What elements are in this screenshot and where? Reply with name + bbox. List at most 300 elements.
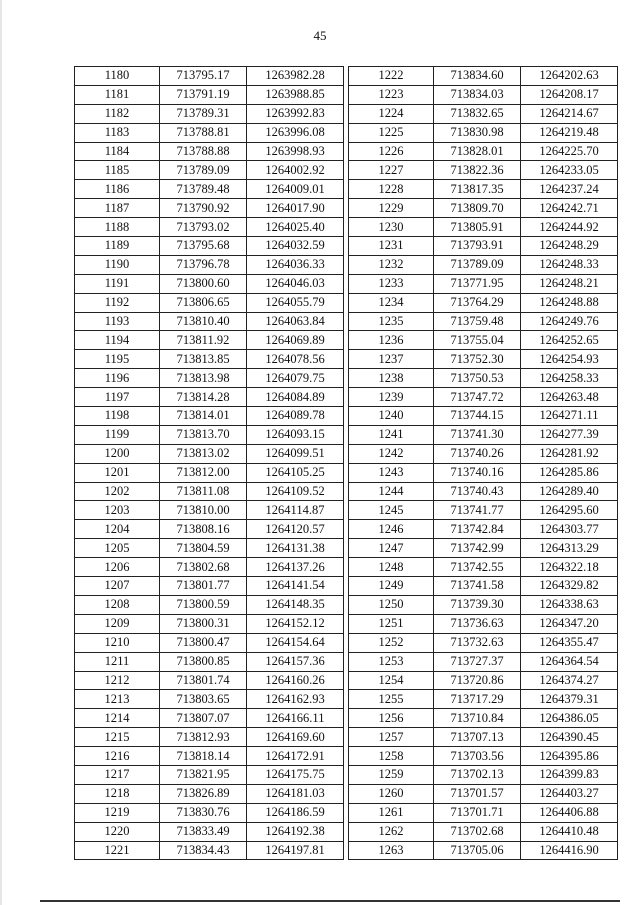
x-coordinate-cell: 713814.01: [160, 407, 247, 426]
table-row: [349, 255, 618, 274]
x-coordinate-cell: 713807.07: [160, 709, 247, 728]
x-coordinate-cell: 713800.85: [160, 652, 247, 671]
table-row: [349, 161, 618, 180]
table-row: [349, 350, 618, 369]
y-coordinate-cell: 1264154.64: [247, 633, 344, 652]
point-number-cell: 1207: [75, 577, 160, 596]
x-coordinate-cell: 713800.47: [160, 633, 247, 652]
y-coordinate-cell: 1264390.45: [521, 728, 618, 747]
table-row: [75, 803, 344, 822]
y-coordinate-cell: 1264089.78: [247, 407, 344, 426]
y-coordinate-cell: 1264395.86: [521, 747, 618, 766]
point-number-cell: 1263: [349, 841, 434, 860]
table-row: [349, 728, 618, 747]
x-coordinate-cell: 713732.63: [434, 633, 521, 652]
point-number-cell: 1204: [75, 520, 160, 539]
x-coordinate-cell: 713793.02: [160, 218, 247, 237]
point-number-cell: 1234: [349, 293, 434, 312]
y-coordinate-cell: 1263998.93: [247, 142, 344, 161]
y-coordinate-cell: 1264263.48: [521, 388, 618, 407]
table-row: [349, 747, 618, 766]
table-row: [75, 161, 344, 180]
y-coordinate-cell: 1264254.93: [521, 350, 618, 369]
y-coordinate-cell: 1264137.26: [247, 558, 344, 577]
x-coordinate-cell: 713812.93: [160, 728, 247, 747]
table-row: [75, 104, 344, 123]
x-coordinate-cell: 713790.92: [160, 199, 247, 218]
point-number-cell: 1216: [75, 747, 160, 766]
x-coordinate-cell: 713833.49: [160, 822, 247, 841]
table-row: [349, 274, 618, 293]
y-coordinate-cell: 1264025.40: [247, 218, 344, 237]
table-row: [349, 577, 618, 596]
point-number-cell: 1209: [75, 614, 160, 633]
x-coordinate-cell: 713793.91: [434, 237, 521, 256]
y-coordinate-cell: 1264131.38: [247, 539, 344, 558]
x-coordinate-cell: 713828.01: [434, 142, 521, 161]
x-coordinate-cell: 713804.59: [160, 539, 247, 558]
point-number-cell: 1214: [75, 709, 160, 728]
point-number-cell: 1191: [75, 274, 160, 293]
coordinate-table-right: [348, 66, 618, 860]
table-row: [349, 822, 618, 841]
y-coordinate-cell: 1264355.47: [521, 633, 618, 652]
y-coordinate-cell: 1264329.82: [521, 577, 618, 596]
table-row: [349, 85, 618, 104]
point-number-cell: 1228: [349, 180, 434, 199]
y-coordinate-cell: 1264399.83: [521, 765, 618, 784]
table-row: [349, 690, 618, 709]
point-number-cell: 1250: [349, 595, 434, 614]
x-coordinate-cell: 713742.99: [434, 539, 521, 558]
point-number-cell: 1210: [75, 633, 160, 652]
table-row: [75, 841, 344, 860]
point-number-cell: 1223: [349, 85, 434, 104]
x-coordinate-cell: 713742.55: [434, 558, 521, 577]
point-number-cell: 1259: [349, 765, 434, 784]
point-number-cell: 1245: [349, 501, 434, 520]
point-number-cell: 1194: [75, 331, 160, 350]
table-row: [349, 407, 618, 426]
y-coordinate-cell: 1264285.86: [521, 463, 618, 482]
x-coordinate-cell: 713810.00: [160, 501, 247, 520]
x-coordinate-cell: 713817.35: [434, 180, 521, 199]
y-coordinate-cell: 1264219.48: [521, 123, 618, 142]
y-coordinate-cell: 1264202.63: [521, 67, 618, 86]
x-coordinate-cell: 713703.56: [434, 747, 521, 766]
point-number-cell: 1213: [75, 690, 160, 709]
table-row: [349, 293, 618, 312]
x-coordinate-cell: 713720.86: [434, 671, 521, 690]
y-coordinate-cell: 1264208.17: [521, 85, 618, 104]
coordinate-tables: [74, 66, 618, 860]
point-number-cell: 1189: [75, 237, 160, 256]
x-coordinate-cell: 713702.13: [434, 765, 521, 784]
table-row: [75, 463, 344, 482]
point-number-cell: 1244: [349, 482, 434, 501]
y-coordinate-cell: 1264063.84: [247, 312, 344, 331]
y-coordinate-cell: 1264410.48: [521, 822, 618, 841]
table-row: [75, 350, 344, 369]
y-coordinate-cell: 1263996.08: [247, 123, 344, 142]
x-coordinate-cell: 713796.78: [160, 255, 247, 274]
x-coordinate-cell: 713788.81: [160, 123, 247, 142]
x-coordinate-cell: 713805.91: [434, 218, 521, 237]
table-row: [349, 765, 618, 784]
table-row: [349, 709, 618, 728]
point-number-cell: 1231: [349, 237, 434, 256]
x-coordinate-cell: 713727.37: [434, 652, 521, 671]
table-row: [349, 123, 618, 142]
x-coordinate-cell: 713802.68: [160, 558, 247, 577]
table-row: [75, 501, 344, 520]
y-coordinate-cell: 1264186.59: [247, 803, 344, 822]
coordinate-table-left: [74, 66, 344, 860]
point-number-cell: 1236: [349, 331, 434, 350]
y-coordinate-cell: 1264079.75: [247, 369, 344, 388]
y-coordinate-cell: 1264093.15: [247, 425, 344, 444]
x-coordinate-cell: 713710.84: [434, 709, 521, 728]
page-number: 45: [313, 28, 327, 43]
y-coordinate-cell: 1264148.35: [247, 595, 344, 614]
table-row: [75, 822, 344, 841]
x-coordinate-cell: 713741.30: [434, 425, 521, 444]
y-coordinate-cell: 1264374.27: [521, 671, 618, 690]
point-number-cell: 1203: [75, 501, 160, 520]
y-coordinate-cell: 1264175.75: [247, 765, 344, 784]
point-number-cell: 1206: [75, 558, 160, 577]
y-coordinate-cell: 1264017.90: [247, 199, 344, 218]
x-coordinate-cell: 713741.58: [434, 577, 521, 596]
x-coordinate-cell: 713789.48: [160, 180, 247, 199]
x-coordinate-cell: 713705.06: [434, 841, 521, 860]
table-row: [349, 803, 618, 822]
y-coordinate-cell: 1264379.31: [521, 690, 618, 709]
table-row: [349, 67, 618, 86]
table-row: [349, 671, 618, 690]
table-row: [349, 595, 618, 614]
table-row: [349, 482, 618, 501]
y-coordinate-cell: 1264248.21: [521, 274, 618, 293]
x-coordinate-cell: 713789.09: [160, 161, 247, 180]
point-number-cell: 1180: [75, 67, 160, 86]
x-coordinate-cell: 713702.68: [434, 822, 521, 841]
point-number-cell: 1227: [349, 161, 434, 180]
point-number-cell: 1183: [75, 123, 160, 142]
y-coordinate-cell: 1264322.18: [521, 558, 618, 577]
table-row: [75, 407, 344, 426]
y-coordinate-cell: 1264099.51: [247, 444, 344, 463]
table-row: [75, 388, 344, 407]
y-coordinate-cell: 1264055.79: [247, 293, 344, 312]
point-number-cell: 1225: [349, 123, 434, 142]
y-coordinate-cell: 1264248.33: [521, 255, 618, 274]
x-coordinate-cell: 713812.00: [160, 463, 247, 482]
y-coordinate-cell: 1264157.36: [247, 652, 344, 671]
y-coordinate-cell: 1264009.01: [247, 180, 344, 199]
x-coordinate-cell: 713740.26: [434, 444, 521, 463]
point-number-cell: 1199: [75, 425, 160, 444]
point-number-cell: 1218: [75, 784, 160, 803]
point-number-cell: 1200: [75, 444, 160, 463]
point-number-cell: 1185: [75, 161, 160, 180]
point-number-cell: 1222: [349, 67, 434, 86]
x-coordinate-cell: 713742.84: [434, 520, 521, 539]
x-coordinate-cell: 713788.88: [160, 142, 247, 161]
x-coordinate-cell: 713830.98: [434, 123, 521, 142]
x-coordinate-cell: 713810.40: [160, 312, 247, 331]
point-number-cell: 1247: [349, 539, 434, 558]
point-number-cell: 1257: [349, 728, 434, 747]
bottom-rule: [40, 900, 620, 902]
y-coordinate-cell: 1264046.03: [247, 274, 344, 293]
y-coordinate-cell: 1264313.29: [521, 539, 618, 558]
y-coordinate-cell: 1264214.67: [521, 104, 618, 123]
table-row: [349, 784, 618, 803]
table-row: [349, 463, 618, 482]
point-number-cell: 1248: [349, 558, 434, 577]
y-coordinate-cell: 1264303.77: [521, 520, 618, 539]
x-coordinate-cell: 713747.72: [434, 388, 521, 407]
point-number-cell: 1215: [75, 728, 160, 747]
table-row: [75, 690, 344, 709]
y-coordinate-cell: 1264281.92: [521, 444, 618, 463]
table-row: [75, 728, 344, 747]
point-number-cell: 1237: [349, 350, 434, 369]
y-coordinate-cell: 1264192.38: [247, 822, 344, 841]
table-row: [75, 255, 344, 274]
table-row: [75, 577, 344, 596]
y-coordinate-cell: 1264249.76: [521, 312, 618, 331]
point-number-cell: 1229: [349, 199, 434, 218]
x-coordinate-cell: 713801.74: [160, 671, 247, 690]
y-coordinate-cell: 1264002.92: [247, 161, 344, 180]
y-coordinate-cell: 1264347.20: [521, 614, 618, 633]
table-row: [349, 501, 618, 520]
table-row: [349, 369, 618, 388]
y-coordinate-cell: 1264181.03: [247, 784, 344, 803]
y-coordinate-cell: 1264162.93: [247, 690, 344, 709]
point-number-cell: 1261: [349, 803, 434, 822]
x-coordinate-cell: 713813.98: [160, 369, 247, 388]
x-coordinate-cell: 713795.17: [160, 67, 247, 86]
y-coordinate-cell: 1264105.25: [247, 463, 344, 482]
x-coordinate-cell: 713834.60: [434, 67, 521, 86]
point-number-cell: 1181: [75, 85, 160, 104]
y-coordinate-cell: 1263992.83: [247, 104, 344, 123]
point-number-cell: 1220: [75, 822, 160, 841]
x-coordinate-cell: 713752.30: [434, 350, 521, 369]
table-row: [75, 652, 344, 671]
y-coordinate-cell: 1264120.57: [247, 520, 344, 539]
table-row: [349, 218, 618, 237]
x-coordinate-cell: 713701.71: [434, 803, 521, 822]
x-coordinate-cell: 713771.95: [434, 274, 521, 293]
table-row: [349, 237, 618, 256]
x-coordinate-cell: 713813.85: [160, 350, 247, 369]
table-row: [75, 595, 344, 614]
x-coordinate-cell: 713750.53: [434, 369, 521, 388]
table-row: [75, 671, 344, 690]
point-number-cell: 1232: [349, 255, 434, 274]
y-coordinate-cell: 1264338.63: [521, 595, 618, 614]
point-number-cell: 1224: [349, 104, 434, 123]
table-row: [75, 237, 344, 256]
x-coordinate-cell: 713813.02: [160, 444, 247, 463]
table-row: [349, 633, 618, 652]
table-row: [75, 67, 344, 86]
point-number-cell: 1246: [349, 520, 434, 539]
y-coordinate-cell: 1264295.60: [521, 501, 618, 520]
x-coordinate-cell: 713808.16: [160, 520, 247, 539]
point-number-cell: 1201: [75, 463, 160, 482]
x-coordinate-cell: 713800.31: [160, 614, 247, 633]
table-row: [75, 293, 344, 312]
x-coordinate-cell: 713834.03: [434, 85, 521, 104]
x-coordinate-cell: 713800.60: [160, 274, 247, 293]
point-number-cell: 1241: [349, 425, 434, 444]
point-number-cell: 1239: [349, 388, 434, 407]
y-coordinate-cell: 1264160.26: [247, 671, 344, 690]
x-coordinate-cell: 713814.28: [160, 388, 247, 407]
point-number-cell: 1221: [75, 841, 160, 860]
table-row: [75, 274, 344, 293]
x-coordinate-cell: 713834.43: [160, 841, 247, 860]
x-coordinate-cell: 713811.08: [160, 482, 247, 501]
point-number-cell: 1211: [75, 652, 160, 671]
y-coordinate-cell: 1264109.52: [247, 482, 344, 501]
point-number-cell: 1188: [75, 218, 160, 237]
y-coordinate-cell: 1264416.90: [521, 841, 618, 860]
point-number-cell: 1226: [349, 142, 434, 161]
y-coordinate-cell: 1264233.05: [521, 161, 618, 180]
point-number-cell: 1254: [349, 671, 434, 690]
x-coordinate-cell: 713813.70: [160, 425, 247, 444]
table-row: [75, 520, 344, 539]
y-coordinate-cell: 1264141.54: [247, 577, 344, 596]
table-row: [349, 180, 618, 199]
table-row: [349, 558, 618, 577]
table-row: [349, 539, 618, 558]
y-coordinate-cell: 1264152.12: [247, 614, 344, 633]
y-coordinate-cell: 1264406.88: [521, 803, 618, 822]
table-row: [349, 142, 618, 161]
y-coordinate-cell: 1264403.27: [521, 784, 618, 803]
y-coordinate-cell: 1264078.56: [247, 350, 344, 369]
x-coordinate-cell: 713789.09: [434, 255, 521, 274]
table-row: [75, 558, 344, 577]
y-coordinate-cell: 1264248.29: [521, 237, 618, 256]
x-coordinate-cell: 713740.43: [434, 482, 521, 501]
table-row: [75, 218, 344, 237]
table-row: [349, 841, 618, 860]
table-row: [75, 444, 344, 463]
table-row: [349, 312, 618, 331]
y-coordinate-cell: 1264225.70: [521, 142, 618, 161]
y-coordinate-cell: 1264248.88: [521, 293, 618, 312]
table-row: [75, 331, 344, 350]
y-coordinate-cell: 1264289.40: [521, 482, 618, 501]
table-row: [349, 652, 618, 671]
table-row: [75, 765, 344, 784]
table-row: [349, 425, 618, 444]
y-coordinate-cell: 1264258.33: [521, 369, 618, 388]
x-coordinate-cell: 713809.70: [434, 199, 521, 218]
x-coordinate-cell: 713739.30: [434, 595, 521, 614]
point-number-cell: 1238: [349, 369, 434, 388]
y-coordinate-cell: 1264277.39: [521, 425, 618, 444]
x-coordinate-cell: 713800.59: [160, 595, 247, 614]
x-coordinate-cell: 713789.31: [160, 104, 247, 123]
point-number-cell: 1240: [349, 407, 434, 426]
x-coordinate-cell: 713818.14: [160, 747, 247, 766]
point-number-cell: 1243: [349, 463, 434, 482]
x-coordinate-cell: 713801.77: [160, 577, 247, 596]
table-row: [75, 482, 344, 501]
y-coordinate-cell: 1264166.11: [247, 709, 344, 728]
x-coordinate-cell: 713826.89: [160, 784, 247, 803]
point-number-cell: 1195: [75, 350, 160, 369]
table-row: [349, 388, 618, 407]
table-row: [75, 123, 344, 142]
x-coordinate-cell: 713707.13: [434, 728, 521, 747]
table-row: [75, 369, 344, 388]
point-number-cell: 1233: [349, 274, 434, 293]
point-number-cell: 1186: [75, 180, 160, 199]
point-number-cell: 1217: [75, 765, 160, 784]
point-number-cell: 1249: [349, 577, 434, 596]
table-row: [349, 444, 618, 463]
point-number-cell: 1192: [75, 293, 160, 312]
point-number-cell: 1182: [75, 104, 160, 123]
y-coordinate-cell: 1264237.24: [521, 180, 618, 199]
y-coordinate-cell: 1264252.65: [521, 331, 618, 350]
x-coordinate-cell: 713830.76: [160, 803, 247, 822]
x-coordinate-cell: 713806.65: [160, 293, 247, 312]
point-number-cell: 1208: [75, 595, 160, 614]
point-number-cell: 1197: [75, 388, 160, 407]
x-coordinate-cell: 713795.68: [160, 237, 247, 256]
table-row: [75, 614, 344, 633]
x-coordinate-cell: 713764.29: [434, 293, 521, 312]
y-coordinate-cell: 1264114.87: [247, 501, 344, 520]
point-number-cell: 1258: [349, 747, 434, 766]
y-coordinate-cell: 1263982.28: [247, 67, 344, 86]
point-number-cell: 1219: [75, 803, 160, 822]
x-coordinate-cell: 713740.16: [434, 463, 521, 482]
y-coordinate-cell: 1264197.81: [247, 841, 344, 860]
table-row: [75, 199, 344, 218]
x-coordinate-cell: 713717.29: [434, 690, 521, 709]
scan-edge: [0, 0, 2, 905]
point-number-cell: 1190: [75, 255, 160, 274]
y-coordinate-cell: 1264036.33: [247, 255, 344, 274]
y-coordinate-cell: 1263988.85: [247, 85, 344, 104]
y-coordinate-cell: 1264364.54: [521, 652, 618, 671]
table-row: [75, 709, 344, 728]
point-number-cell: 1252: [349, 633, 434, 652]
point-number-cell: 1262: [349, 822, 434, 841]
table-row: [75, 747, 344, 766]
point-number-cell: 1230: [349, 218, 434, 237]
point-number-cell: 1187: [75, 199, 160, 218]
y-coordinate-cell: 1264386.05: [521, 709, 618, 728]
y-coordinate-cell: 1264032.59: [247, 237, 344, 256]
point-number-cell: 1193: [75, 312, 160, 331]
point-number-cell: 1202: [75, 482, 160, 501]
y-coordinate-cell: 1264069.89: [247, 331, 344, 350]
point-number-cell: 1198: [75, 407, 160, 426]
